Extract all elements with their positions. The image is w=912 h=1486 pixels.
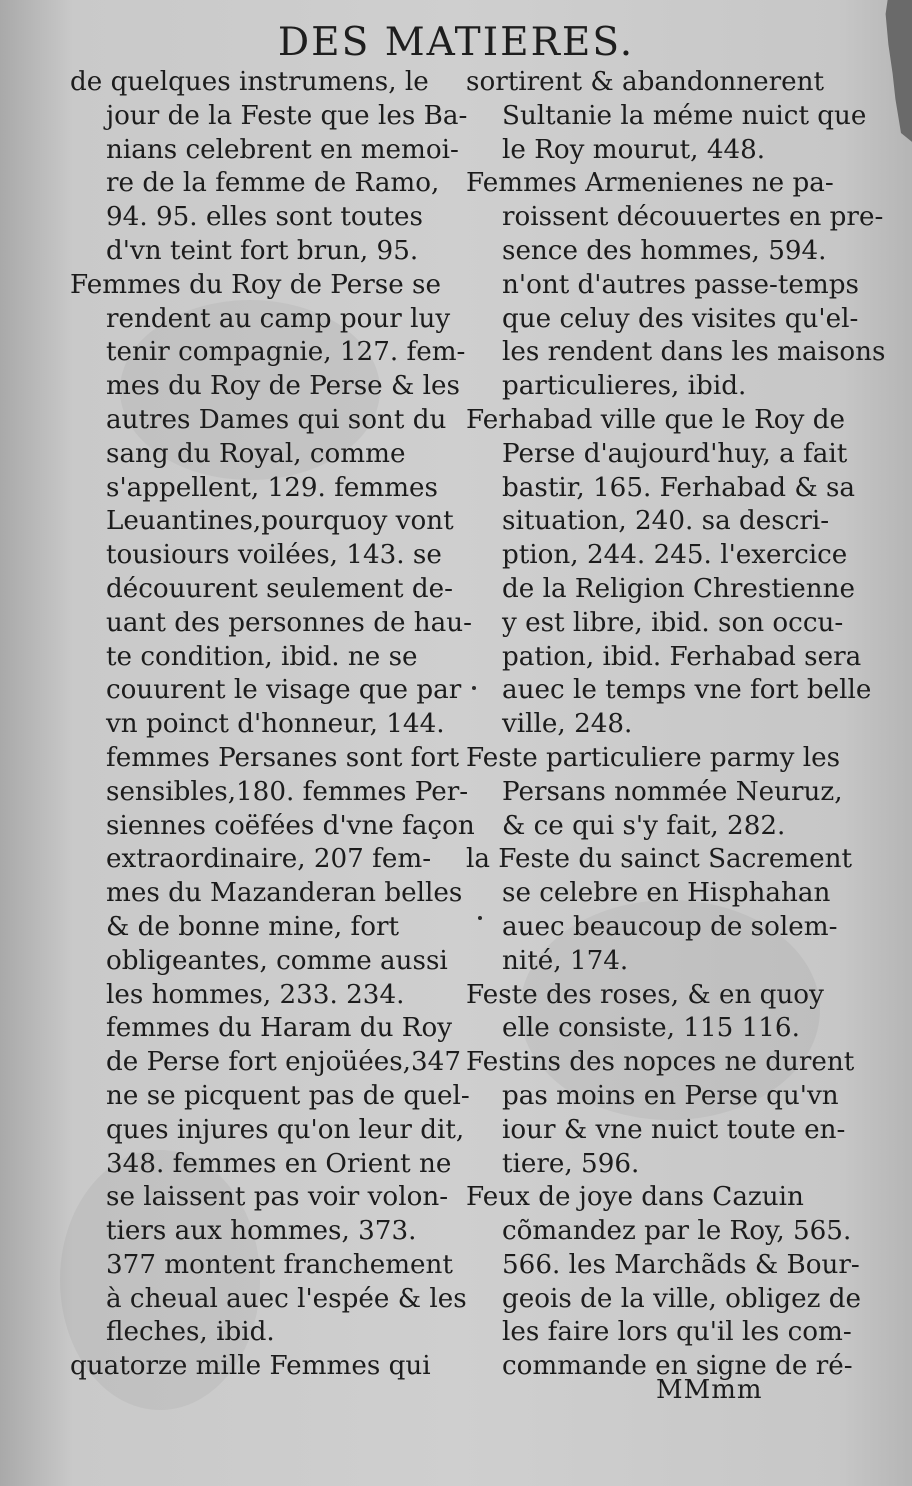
index-entry	[70, 1350, 440, 1384]
index-column-right	[466, 66, 886, 1384]
index-entry-line: y est libre, ibid. son occu-	[502, 607, 844, 638]
index-entry-line: que celuy des visites qu'el-	[502, 303, 859, 334]
index-entry-line: Femmes du Roy de Perse se	[70, 269, 441, 300]
index-entry-line: obligeantes, comme aussi	[106, 945, 448, 976]
index-entry-line: les rendent dans les maisons	[502, 337, 886, 368]
index-entry-line: siennes coëfées d'vne façon	[106, 810, 475, 841]
index-entry-line: sortirent & abandonnerent	[466, 67, 825, 97]
index-entry-line: 348. femmes en Orient ne	[106, 1148, 452, 1179]
index-entry-line: nité, 174.	[502, 945, 629, 976]
index-entry-line: mes du Roy de Perse & les	[106, 371, 460, 402]
index-entry-line: les hommes, 233. 234.	[106, 979, 405, 1010]
index-entry-line: couurent le visage que par	[106, 675, 462, 706]
index-entry-line: Feste particuliere parmy les	[466, 742, 841, 773]
index-entry-line: ption, 244. 245. l'exercice	[502, 540, 848, 571]
index-entry-line: particulieres, ibid.	[502, 371, 747, 402]
index-entry	[466, 167, 886, 404]
index-entry-line: sensibles,180. femmes Per-	[106, 776, 469, 807]
index-entry-line: elle consiste, 115 116.	[502, 1013, 800, 1044]
running-head: DES MATIERES.	[277, 20, 635, 65]
index-entry-line: re de la femme de Ramo,	[106, 168, 440, 199]
index-entry-line: la Feste du sainct Sacrement	[466, 844, 853, 875]
index-entry-line: iour & vne nuict toute en-	[502, 1114, 846, 1145]
index-entry-line: & de bonne mine, fort	[106, 911, 400, 942]
index-entry-line: te condition, ibid. ne se	[106, 641, 418, 672]
index-entry-line: tenir compagnie, 127. fem-	[106, 337, 466, 368]
index-entry-line: cõmandez par le Roy, 565.	[502, 1216, 852, 1247]
index-entry-line: ville, 248.	[502, 709, 633, 740]
index-entry-line: 566. les Marchãds & Bour-	[502, 1249, 860, 1280]
index-entry-line: sang du Royal, comme	[106, 438, 406, 469]
index-entry	[466, 843, 853, 978]
index-entry-line: Femmes Armenienes ne pa-	[466, 168, 834, 199]
index-entry-line: tiere, 596.	[502, 1148, 640, 1179]
index-entry-line: nians celebrent en memoi-	[106, 134, 459, 165]
index-entry-line: Perse d'aujourd'huy, a fait	[502, 438, 848, 469]
index-entry-line: de quelques instrumens, le	[70, 67, 429, 97]
index-entry-line: ne se picquent pas de quel-	[106, 1080, 470, 1111]
index-column-left	[70, 66, 475, 1384]
index-entry-line: Leuantines,pourquoy vont	[106, 506, 454, 537]
index-entry-line: ques injures qu'on leur dit,	[106, 1114, 465, 1145]
index-entry-line: 377 montent franchement	[106, 1249, 453, 1280]
index-entry-line: 94. 95. elles sont toutes	[106, 202, 423, 233]
index-entry-line: tousiours voilées, 143. se	[106, 540, 442, 571]
index-entry	[466, 979, 842, 1047]
index-entry-line: découurent seulement de-	[106, 573, 453, 604]
index-entry-line: à cheual auec l'espée & les	[106, 1283, 467, 1314]
index-entry-line: tiers aux hommes, 373.	[106, 1216, 417, 1247]
index-entry-line: quatorze mille Femmes qui	[70, 1351, 431, 1382]
index-entry-line: & ce qui s'y fait, 282.	[502, 810, 786, 841]
index-entry-line: extraordinaire, 207 fem-	[106, 844, 432, 875]
index-entry-line: Festins des nopces ne durent	[466, 1047, 855, 1078]
index-entry-line: commande en signe de ré-	[502, 1351, 853, 1382]
index-entry-line: de Perse fort enjoüées,347	[106, 1047, 461, 1078]
index-entry-line: fleches, ibid.	[106, 1317, 275, 1348]
index-entry-line: sence des hommes, 594.	[502, 235, 827, 266]
index-entry-line: se celebre en Hisphahan	[502, 878, 831, 909]
index-entry	[70, 66, 468, 269]
index-entry-line: Feste des roses, & en quoy	[466, 979, 824, 1010]
index-entry-line: vn poinct d'honneur, 144.	[106, 709, 445, 740]
index-entry	[466, 1046, 855, 1181]
index-entry-line: pation, ibid. Ferhabad sera	[502, 641, 862, 672]
index-entry-line: pas moins en Perse qu'vn	[502, 1080, 839, 1111]
index-entry-line: Feux de joye dans Cazuin	[466, 1182, 804, 1213]
index-entry-line: roissent découuertes en pre-	[502, 202, 884, 233]
catchword: MMmm	[656, 1375, 763, 1405]
index-entry-line: s'appellent, 129. femmes	[106, 472, 438, 503]
index-entry-line: auec le temps vne fort belle	[502, 675, 872, 706]
index-entry	[466, 404, 872, 742]
index-entry-line: auec beaucoup de solem-	[502, 911, 838, 942]
index-entry-line: femmes Persanes sont fort	[106, 742, 460, 773]
index-entry-line: mes du Mazanderan belles	[106, 878, 463, 909]
index-entry-line: uant des personnes de hau-	[106, 607, 472, 638]
index-entry	[466, 1181, 862, 1384]
index-entry-line: de la Religion Chrestienne	[502, 573, 855, 604]
index-entry-line: geois de la ville, obligez de	[502, 1283, 862, 1314]
index-entry-line: se laissent pas voir volon-	[106, 1182, 449, 1213]
index-entry-line: situation, 240. sa descri-	[502, 506, 830, 537]
index-entry-line: jour de la Feste que les Ba-	[106, 100, 468, 131]
index-entry	[466, 742, 842, 843]
index-entry-line: le Roy mourut, 448.	[502, 134, 766, 165]
index-entry-line: d'vn teint fort brun, 95.	[106, 235, 419, 266]
index-entry-line: les faire lors qu'il les com-	[502, 1317, 852, 1348]
index-entry-line: rendent au camp pour luy	[106, 303, 451, 334]
ink-speck	[472, 686, 476, 690]
index-entry-line: autres Dames qui sont du	[106, 404, 447, 435]
index-entry-line: Ferhabad ville que le Roy de	[466, 404, 845, 435]
index-entry	[466, 66, 867, 167]
index-entry	[70, 269, 475, 1351]
index-entry-line: n'ont d'autres passe-temps	[502, 269, 859, 300]
index-entry-line: femmes du Haram du Roy	[106, 1013, 453, 1044]
index-entry-line: bastir, 165. Ferhabad & sa	[502, 472, 856, 503]
ink-speck	[478, 916, 482, 920]
index-entry-line: Persans nommée Neuruz,	[502, 776, 843, 807]
index-entry-line: Sultanie la méme nuict que	[502, 100, 867, 131]
